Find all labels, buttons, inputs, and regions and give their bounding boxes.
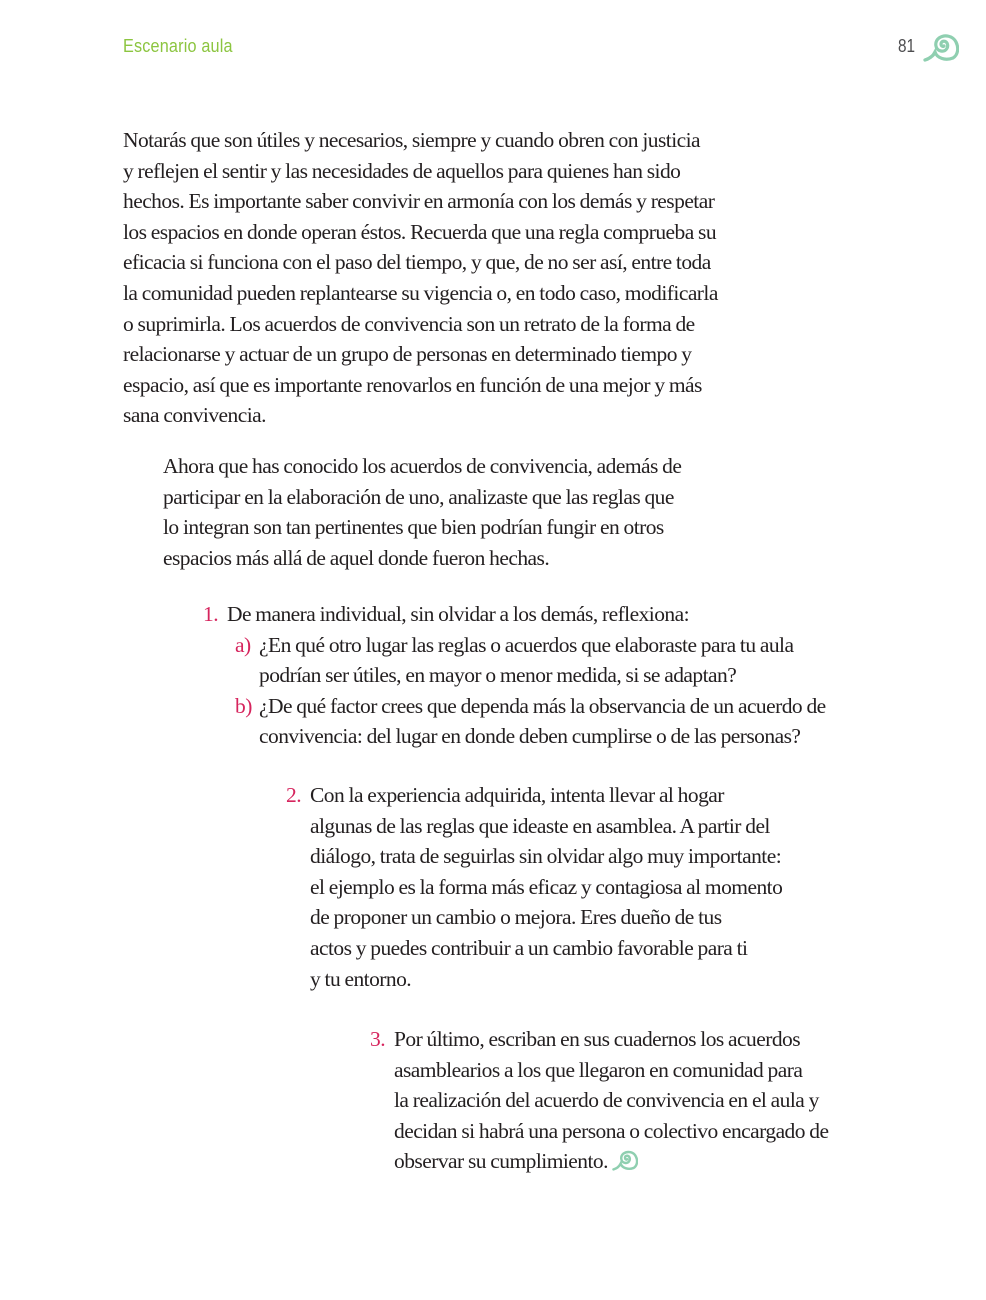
text-line: Con la experiencia adquirida, intenta llevar al hogar bbox=[310, 783, 724, 807]
subitem-letter: b) bbox=[235, 693, 252, 718]
text-line-last bbox=[394, 1146, 828, 1177]
text-line: espacios más allá de aquel donde fueron hechas. bbox=[163, 545, 550, 570]
subitem-text bbox=[259, 691, 826, 752]
text-line: Notarás que son útiles y necesarios, siempre y cuando obren con justicia bbox=[123, 128, 701, 152]
text-line: lo integran son tan pertinentes que bien podrían fungir en otros bbox=[163, 515, 664, 540]
text-line: de proponer un cambio o mejora. Eres dueño de tus bbox=[310, 905, 722, 930]
text-line: diálogo, trata de seguirlas sin olvidar algo muy importante: bbox=[310, 844, 782, 869]
subitem-text bbox=[259, 630, 793, 691]
text-line: relacionarse y actuar de un grupo de personas en determinado tiempo y bbox=[123, 342, 692, 367]
text-line: o suprimirla. Los acuerdos de convivencia son un retrato de la forma de bbox=[123, 311, 695, 336]
item-number: 2. bbox=[286, 783, 302, 807]
page-number: 81 bbox=[898, 36, 916, 56]
text-line: asamblearios a los que llegaron en comunidad para bbox=[394, 1057, 803, 1082]
item-text: De manera individual, sin olvidar a los demás, reflexiona: bbox=[227, 602, 690, 626]
text-line: la realización del acuerdo de convivencia en el aula y bbox=[394, 1088, 819, 1113]
text-line: y reflejen el sentir y las necesidades de aquellos para quienes han sido bbox=[123, 158, 681, 183]
text-line: algunas de las reglas que ideaste en asamblea. A partir del bbox=[310, 813, 770, 838]
snail-icon bbox=[923, 32, 959, 62]
text-line: sana convivencia. bbox=[123, 403, 266, 428]
text-line: Por último, escriban en sus cuadernos los acuerdos bbox=[394, 1027, 801, 1051]
text-line: decidan si habrá una persona o colectivo encargado de bbox=[394, 1118, 829, 1143]
activity-intro-paragraph bbox=[163, 451, 763, 573]
intro-paragraph bbox=[123, 125, 783, 431]
text-line: hechos. Es importante saber convivir en armonía con los demás y respetar bbox=[123, 189, 715, 214]
section-title: Escenario aula bbox=[123, 36, 233, 56]
subitem-letter: a) bbox=[235, 632, 251, 657]
text-line: espacio, así que es importante renovarlos en función de una mejor y más bbox=[123, 372, 702, 397]
text-line: observar su cumplimiento. bbox=[394, 1149, 608, 1174]
text-line: convivencia: del lugar en donde deben cumplirse o de las personas? bbox=[259, 724, 801, 749]
snail-icon bbox=[612, 1149, 638, 1171]
item-text bbox=[310, 780, 782, 994]
text-line: actos y puedes contribuir a un cambio favorable para ti bbox=[310, 935, 748, 960]
text-line: la comunidad pueden replantearse su vigencia o, en todo caso, modificarla bbox=[123, 280, 718, 305]
text-line: ¿De qué factor crees que dependa más la observancia de un acuerdo de bbox=[259, 693, 826, 718]
text-line: eficacia si funciona con el paso del tiempo, y que, de no ser así, entre toda bbox=[123, 250, 711, 275]
item-number: 1. bbox=[203, 602, 219, 626]
text-line: participar en la elaboración de uno, analizaste que las reglas que bbox=[163, 484, 674, 509]
text-line: el ejemplo es la forma más eficaz y contagiosa al momento bbox=[310, 874, 783, 899]
text-line: ¿En qué otro lugar las reglas o acuerdos que elaboraste para tu aula bbox=[259, 632, 794, 657]
text-line: podrían ser útiles, en mayor o menor medida, si se adaptan? bbox=[259, 663, 737, 688]
item-number: 3. bbox=[370, 1027, 386, 1051]
text-line: los espacios en donde operan éstos. Recuerda que una regla comprueba su bbox=[123, 219, 717, 244]
text-line: y tu entorno. bbox=[310, 966, 412, 991]
item-text bbox=[394, 1024, 828, 1177]
text-line: Ahora que has conocido los acuerdos de convivencia, además de bbox=[163, 454, 682, 478]
